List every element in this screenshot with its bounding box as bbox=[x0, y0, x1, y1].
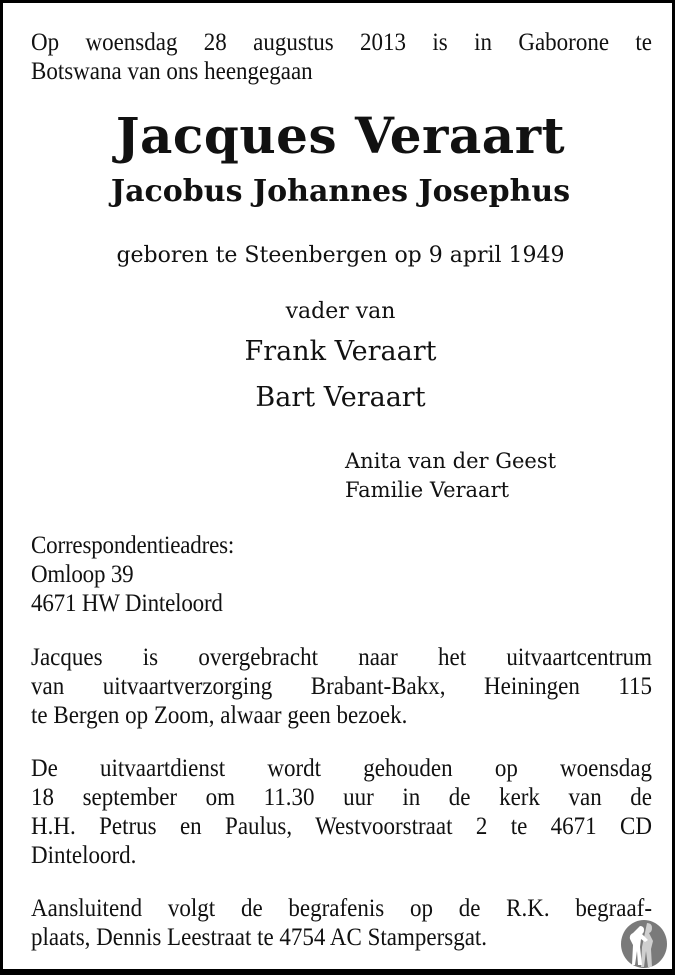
burial-line-1: Aansluitend volgt de begrafenis op de R.K. begraaf- bbox=[31, 895, 652, 922]
service-line-4: Dinteloord. bbox=[31, 842, 137, 869]
intro-line-2: Botswana van ons heengegaan bbox=[31, 58, 313, 85]
correspondence-postal-city: 4671 HW Dinteloord bbox=[31, 590, 223, 617]
child-name: Frank Veraart bbox=[244, 336, 437, 367]
transfer-line-3: te Bergen op Zoom, alwaar geen bezoek. bbox=[31, 702, 408, 729]
signer-name: Familie Veraart bbox=[345, 478, 510, 502]
deceased-full-name: Jacobus Johannes Josephus bbox=[110, 174, 571, 209]
relation-label: vader van bbox=[285, 299, 396, 324]
deceased-name: Jacques Veraart bbox=[115, 106, 566, 165]
service-line-2: 18 september om 11.30 uur in de kerk van de bbox=[31, 784, 652, 811]
embracing-figures-logo-icon bbox=[620, 917, 668, 969]
transfer-line-2: van uitvaartverzorging Brabant-Bakx, Heiningen 115 bbox=[31, 673, 652, 700]
birth-info: geboren te Steenbergen op 9 april 1949 bbox=[116, 243, 565, 268]
service-line-1: De uitvaartdienst wordt gehouden op woensdag bbox=[31, 755, 652, 782]
service-line-3: H.H. Petrus en Paulus, Westvoorstraat 2 te 4671 CD bbox=[31, 813, 652, 840]
intro-line-1: Op woensdag 28 augustus 2013 is in Gaborone te bbox=[31, 29, 652, 56]
burial-line-2: plaats, Dennis Leestraat te 4754 AC Stampersgat. bbox=[31, 924, 488, 951]
child-name: Bart Veraart bbox=[255, 382, 426, 413]
transfer-line-1: Jacques is overgebracht naar het uitvaartcentrum bbox=[31, 644, 652, 671]
correspondence-label: Correspondentieadres: bbox=[31, 532, 235, 559]
correspondence-street: Omloop 39 bbox=[31, 561, 134, 588]
signer-name: Anita van der Geest bbox=[345, 449, 557, 473]
